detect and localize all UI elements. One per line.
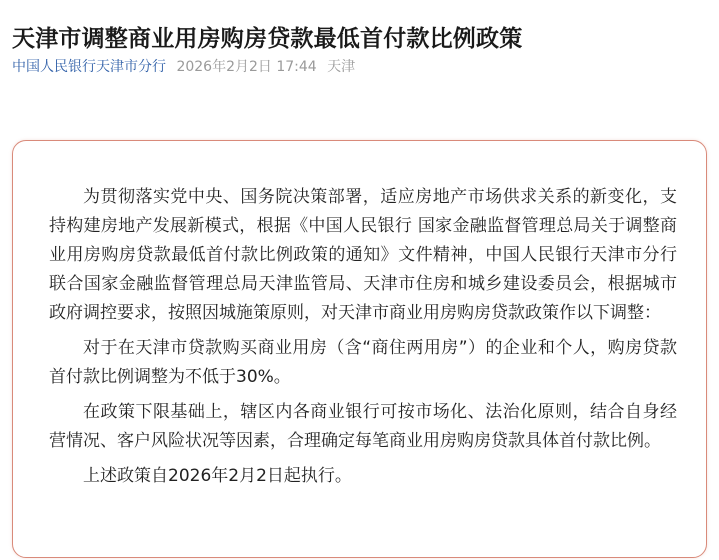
publish-datetime: 2026年2月2日 17:44 (176, 59, 317, 75)
source-link[interactable]: 中国人民银行天津市分行 (12, 59, 166, 75)
notice-card (12, 140, 707, 558)
notice-paragraph-intro: 为贯彻落实党中央、国务院决策部署，适应房地产市场供求关系的新变化，支持构建房地产发展新模式，根据《中国人民银行 国家金融监督管理总局关于调整商业用房购房贷款最低首付款比例政策的通知》文件精神，中国人民银行天津市分行联合国家金融监督管理总局天津监管局、天津市住房和城乡建设委员会，根据城市政府调控要求，按照因城施策原则，对天津市商业用房购房贷款政策作以下调整： (49, 187, 677, 323)
notice-paragraph-ratio: 对于在天津市贷款购买商业用房（含“商住两用房”）的企业和个人，购房贷款首付款比例调整为不低于30%。 (49, 338, 677, 387)
article-title: 天津市调整商业用房购房贷款最低首付款比例政策 (12, 26, 523, 53)
article-meta (12, 56, 355, 78)
publish-location: 天津 (327, 59, 356, 75)
notice-paragraph-effective-date: 上述政策自2026年2月2日起执行。 (83, 466, 352, 486)
notice-paragraph-banks: 在政策下限基础上，辖区内各商业银行可按市场化、法治化原则，结合自身经营情况、客户风险状况等因素，合理确定每笔商业用房购房贷款具体首付款比例。 (49, 402, 677, 451)
notice-body (49, 183, 677, 497)
